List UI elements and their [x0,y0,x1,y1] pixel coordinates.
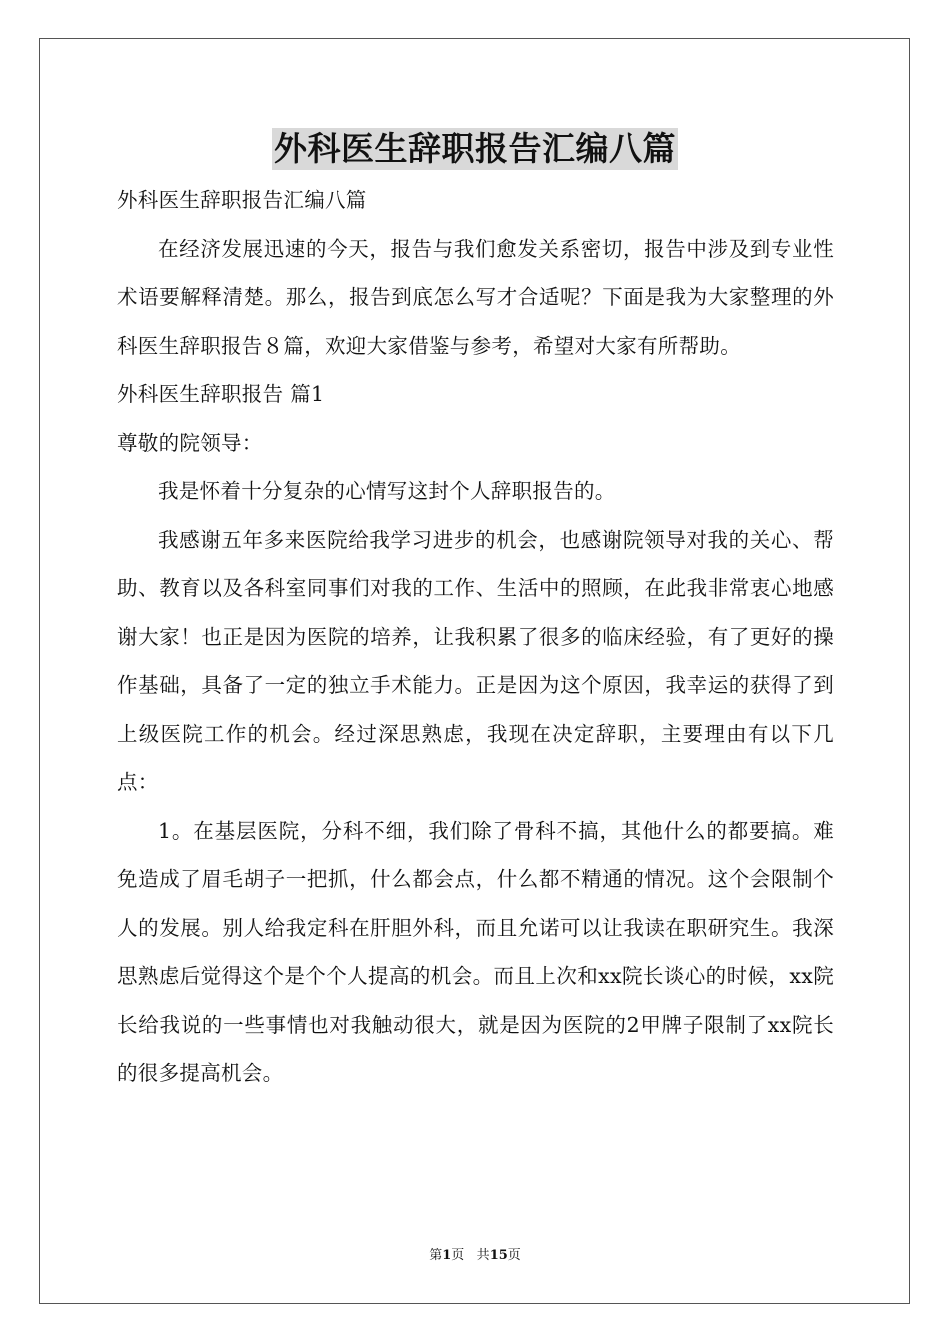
footer-page-suffix: 页 [451,1248,465,1263]
paragraph: 在经济发展迅速的今天，报告与我们愈发关系密切，报告中涉及到专业性术语要解释清楚。那么，报告到底怎么写才合适呢？下面是我为大家整理的外科医生辞职报告８篇，欢迎大家借鉴与参考，希望对大家有所帮助。 [117,236,834,358]
footer-page-prefix: 第 [429,1248,443,1263]
section-heading: 外科医生辞职报告 篇1 [117,382,325,406]
paragraph: 我是怀着十分复杂的心情写这封个人辞职报告的。 [158,479,616,503]
paragraph: 外科医生辞职报告汇编八篇 [117,188,367,212]
footer-total-prefix: 共 [476,1248,490,1263]
paragraph: 我感谢五年多来医院给我学习进步的机会，也感谢院领导对我的关心、帮助、教育以及各科室同事们对我的工作、生活中的照顾，在此我非常衷心地感谢大家！也正是因为医院的培养，让我积累了很多的临床经验，有了更好的操作基础，具备了一定的独立手术能力。正是因为这个原因，我幸运的获得了到上级医院工作的机会。经过深思熟虑，我现在决定辞职，主要理由有以下几点： [117,527,834,794]
footer-total-pages: 15 [489,1248,508,1263]
document-title: 外科医生辞职报告汇编八篇 [274,129,676,168]
footer-page-number: 1 [442,1248,452,1263]
page-footer [0,1247,950,1265]
salutation: 尊敬的院领导： [117,430,263,455]
paragraph: 1。在基层医院，分科不细，我们除了骨科不搞，其他什么的都要搞。难免造成了眉毛胡子一把抓，什么都会点，什么都不精通的情况。这个会限制个人的发展。别人给我定科在肝胆外科，而且允诺可以让我读在职研究生。我深思熟虑后觉得这个是个个人提高的机会。而且上次和xx院长谈心的时候，xx院长给我说的一些事情也对我触动很大，就是因为医院的2甲牌子限制了xx院长的很多提高机会。 [117,818,834,1085]
footer-total-suffix: 页 [507,1248,521,1263]
document-body [117,176,834,1098]
title-container [0,128,950,170]
